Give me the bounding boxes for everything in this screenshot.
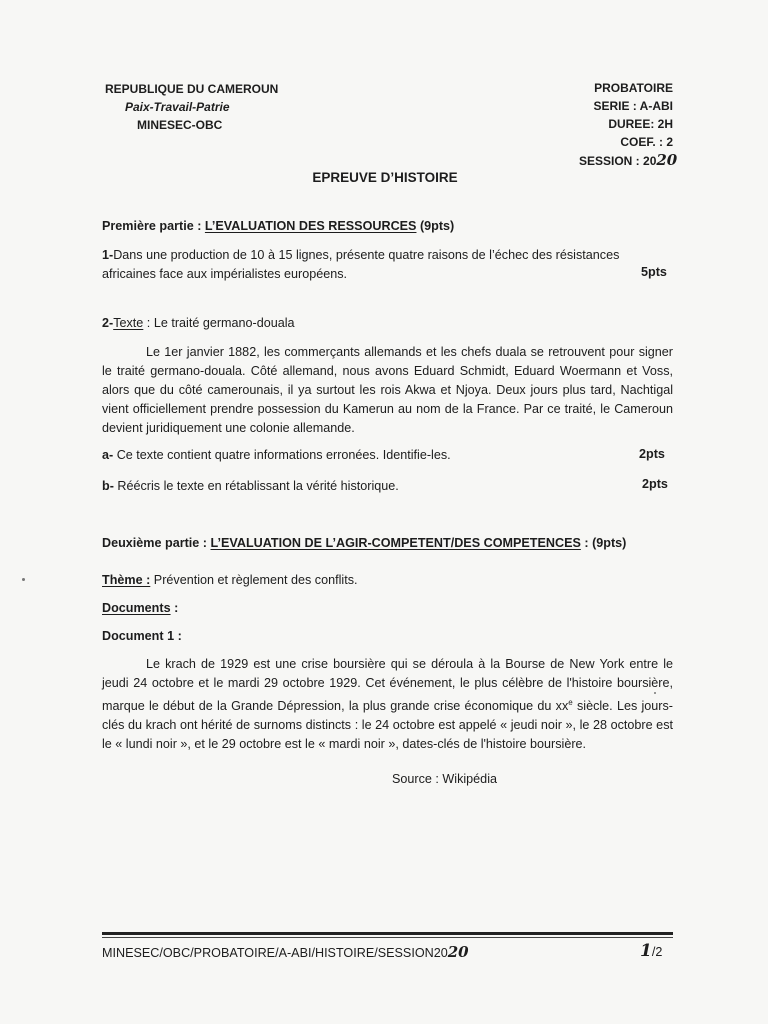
part1-heading (102, 219, 454, 233)
doc1-text-b: siècle. Les jours-clés du krach ont hérité de surnoms distincts : le 24 octobre est appelé « jeudi noir », le 28 octobre est le « lundi noir », et le 29 octobre est le « mardi noir », dates-clés de l'histoire boursière. (102, 699, 673, 752)
q2-number: 2- (102, 316, 114, 330)
scan-speck (654, 692, 656, 694)
doc1-sup: e (568, 698, 573, 707)
header-motto: Paix-Travail-Patrie (125, 100, 230, 114)
page-title: EPREUVE D’HISTOIRE (312, 170, 458, 185)
part2-points: : (9pts) (580, 536, 627, 550)
header-session (579, 151, 677, 169)
session-label: SESSION : 20 (579, 154, 657, 168)
documents-label: Documents (102, 601, 171, 615)
q1-number: 1- (102, 248, 114, 262)
theme-line (102, 573, 358, 587)
footer-reference (102, 943, 469, 961)
q2-sub-a (102, 448, 451, 462)
theme-label: Thème : (102, 573, 151, 587)
q2b-letter: b- (102, 479, 114, 493)
header-series: SERIE : A-ABI (593, 99, 673, 113)
q2-sep: : (143, 316, 154, 330)
question-2-heading (102, 316, 295, 330)
q2a-letter: a- (102, 448, 114, 462)
q2a-text: Ce texte contient quatre informations erronées. Identifie-les. (113, 448, 451, 462)
part2-heading (102, 536, 626, 550)
header-ministry: MINESEC-OBC (137, 118, 223, 132)
footer-handwritten-year: 20 (447, 943, 469, 961)
page-handwritten-number: 1 (640, 941, 652, 961)
part1-prefix: Première partie : (102, 219, 205, 233)
q1-points: 5pts (641, 265, 667, 279)
q2-title: Le traité germano-douala (153, 316, 295, 330)
header-exam: PROBATOIRE (594, 81, 673, 95)
q1-line1: Dans une production de 10 à 15 lignes, présente quatre raisons de l’échec des résistances (113, 248, 620, 262)
q2-sub-b (102, 479, 399, 493)
footer-ref-text: MINESEC/OBC/PROBATOIRE/A-ABI/HISTOIRE/SESSION20 (102, 946, 448, 960)
header-republic: REPUBLIQUE DU CAMEROUN (105, 82, 279, 96)
documents-colon: : (170, 601, 179, 615)
document-1-source: Source : Wikipédia (392, 772, 497, 786)
document-1-text (102, 655, 673, 754)
scan-speck (22, 578, 25, 581)
q1-line2: africaines face aux impérialistes européens. (102, 267, 348, 281)
footer-rule-thin (102, 937, 673, 938)
part2-prefix: Deuxième partie : (102, 536, 211, 550)
q2-text: Le 1er janvier 1882, les commerçants allemands et les chefs duala se retrouvent pour signer le traité germano-douala. Côté allemand, nous avons Eduard Schmidt, Eduard Woermann et Voss, alors que du côté camerounais, il ya surtout les rois Akwa et Njoya. Deux jours plus tard, Nachtigal vient officiellement prendre possession du Kamerun au nom de la France. Par ce traité, le Cameroun devient juridiquement une colonie allemande. (102, 345, 673, 435)
page-total: /2 (651, 945, 663, 959)
footer-page-number (640, 941, 662, 961)
q2b-text: Réécris le texte en rétablissant la vérité historique. (113, 479, 399, 493)
q2b-points: 2pts (642, 477, 668, 491)
theme-text: Prévention et règlement des conflits. (150, 573, 358, 587)
session-handwritten-year: 20 (656, 151, 678, 169)
header-coef: COEF. : 2 (620, 135, 673, 149)
document-1-label: Document 1 : (102, 629, 182, 643)
part1-title: L’EVALUATION DES RESSOURCES (204, 219, 417, 233)
q2a-points: 2pts (639, 447, 665, 461)
doc1-text-a: Le krach de 1929 est une crise boursière qui se déroula à la Bourse de New York entre le jeudi 24 octobre et le mardi 29 octobre 1929. Cet événement, le plus célèbre de l'histoire boursière, marque le début de la Grande Dépression, la plus grande crise économique du xx (102, 657, 673, 714)
footer-rule-thick (102, 932, 673, 935)
header-duration: DUREE: 2H (608, 117, 673, 131)
documents-heading (102, 601, 178, 615)
part1-points: (9pts) (416, 219, 455, 233)
part2-title: L’EVALUATION DE L’AGIR-COMPETENT/DES COMPETENCES (210, 536, 581, 550)
q2-label: Texte (113, 316, 144, 330)
question-1 (102, 246, 673, 284)
